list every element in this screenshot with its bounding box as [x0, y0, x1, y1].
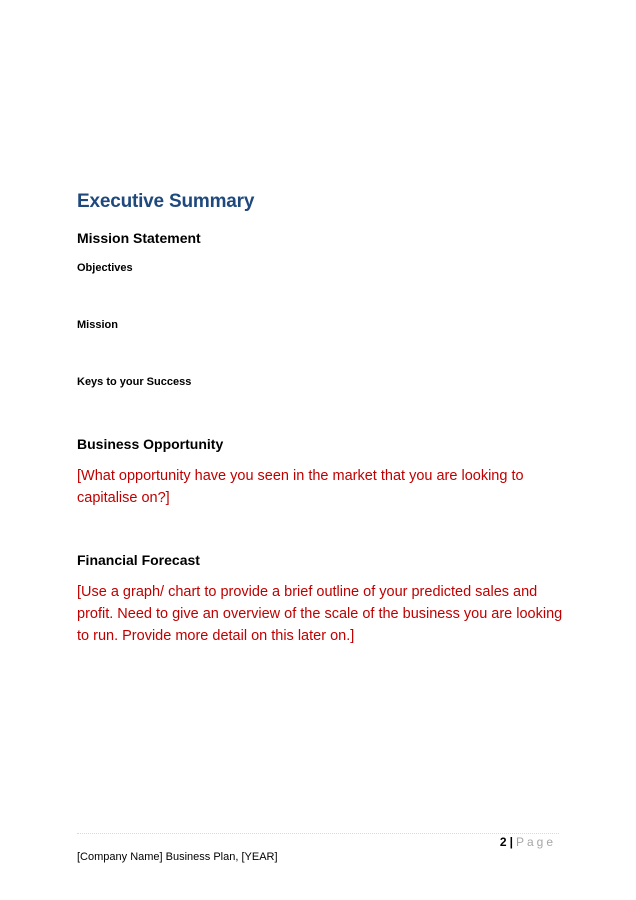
footer-text: [Company Name] Business Plan, [YEAR]	[77, 851, 278, 863]
heading-mission-statement: Mission Statement	[77, 230, 201, 246]
subheading-keys-to-success: Keys to your Success	[77, 376, 192, 388]
page-title: Executive Summary	[77, 191, 255, 212]
heading-business-opportunity: Business Opportunity	[77, 436, 224, 452]
page-number-value: 2	[499, 835, 507, 849]
subheading-objectives: Objectives	[77, 262, 133, 274]
placeholder-business-opportunity: [What opportunity have you seen in the market that you are looking to capitalise on?]	[77, 468, 524, 506]
placeholder-financial-forecast: [Use a graph/ chart to provide a brief outline of your predicted sales and profit. Need to give an overview of the scale of the business you are looking to run. Provide more detail on this later on.]	[77, 584, 563, 644]
page-label: Page	[515, 835, 556, 849]
page-number-separator: |	[509, 835, 513, 849]
subheading-mission: Mission	[77, 319, 118, 331]
heading-financial-forecast: Financial Forecast	[77, 552, 200, 568]
footer-divider	[77, 833, 559, 834]
page-number	[500, 835, 556, 849]
